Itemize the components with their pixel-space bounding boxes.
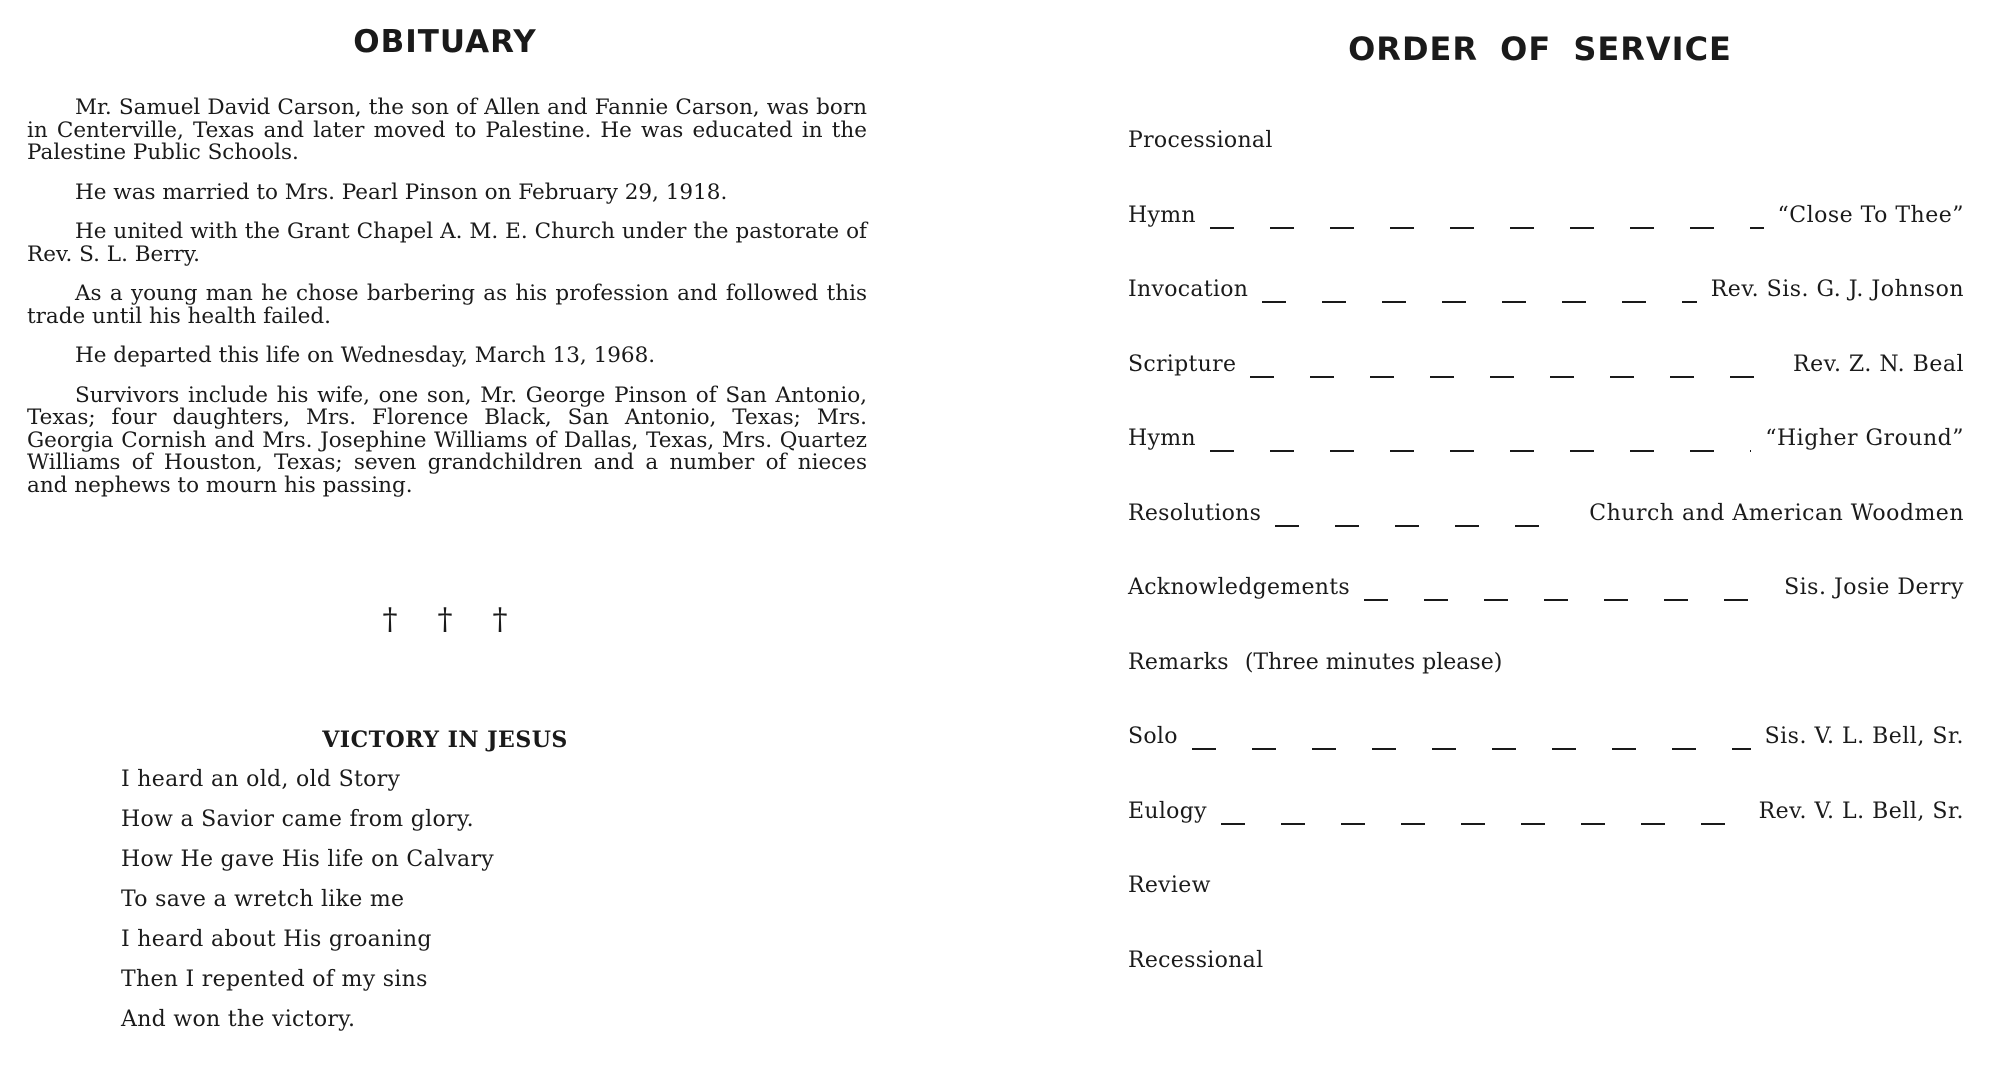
obituary-paragraph: He united with the Grant Chapel A. M. E. Church under the pastorate of Rev. S. L. Berry.: [27, 219, 867, 267]
cross-icon: †: [437, 602, 453, 637]
service-item-value: “Close To Thee”: [1777, 202, 1964, 228]
dash-leader: [1210, 426, 1751, 452]
service-item-label: Review: [1128, 873, 1211, 898]
hymn-line: And won the victory.: [121, 1007, 356, 1032]
hymn-line: Then I repented of my sins: [121, 967, 428, 992]
service-item-label: Resolutions: [1128, 500, 1262, 526]
service-item-label: Scripture: [1128, 351, 1237, 377]
obituary-paragraph: As a young man he chose barbering as his profession and followed this trade until his health failed.: [27, 281, 867, 329]
service-item-value: Church and American Woodmen: [1589, 500, 1964, 526]
hymn-title: VICTORY IN JESUS: [322, 727, 568, 753]
service-item-value: Sis. V. L. Bell, Sr.: [1764, 724, 1964, 749]
obituary-paragraph: Survivors include his wife, one son, Mr. George Pinson of San Antonio, Texas; four daughters, Mrs. Florence Black, San Antonio, Texas; Mrs. Georgia Cornish and Mrs. Josephine Williams of Dallas, Texas, Mrs. Quartez Williams of Houston, Texas; seven grandchildren and a number of nieces and nephews to mourn his passing.: [27, 382, 867, 498]
order-of-service-title: ORDER OF SERVICE: [1348, 30, 1732, 68]
service-item-label: Solo: [1128, 724, 1178, 749]
service-item-label: Eulogy: [1128, 798, 1207, 824]
service-item-review: [1128, 873, 1964, 948]
service-item-label: Invocation: [1128, 277, 1249, 302]
service-item-label: Recessional: [1128, 947, 1264, 973]
service-item-value: Sis. Josie Derry: [1784, 575, 1964, 600]
service-item-eulogy: [1128, 799, 1964, 874]
hymn-line: I heard an old, old Story: [121, 767, 401, 792]
service-item-value: Rev. V. L. Bell, Sr.: [1758, 798, 1964, 824]
service-item-label: Acknowledgements: [1128, 575, 1351, 600]
obituary-paragraph: Mr. Samuel David Carson, the son of Allen and Fannie Carson, was born in Centerville, Texas and later moved to Palestine. He was educated in the Palestine Public Schools.: [27, 95, 867, 165]
hymn-lyrics: [121, 760, 721, 1040]
service-item-invocation: [1128, 277, 1964, 352]
dash-leader: [1364, 575, 1770, 601]
cross-icon: †: [382, 602, 398, 637]
service-program-list: [1128, 128, 1964, 1022]
service-item-label: Processional: [1128, 128, 1273, 153]
service-item-note: (Three minutes please): [1244, 649, 1503, 675]
obituary-paragraph: He departed this life on Wednesday, March 13, 1968.: [75, 343, 656, 368]
service-item-processional: [1128, 128, 1964, 203]
service-item-acknowledgements: [1128, 575, 1964, 650]
dash-leader: [1275, 501, 1575, 527]
obituary-text: [27, 97, 867, 514]
service-item-label: Hymn: [1128, 202, 1196, 228]
service-item-value: “Higher Ground”: [1765, 426, 1964, 451]
cross-ornaments: [370, 602, 520, 637]
cross-icon: †: [492, 602, 508, 637]
order-of-service-page: [1100, 0, 1990, 1068]
dash-leader: [1262, 277, 1696, 303]
obituary-page: [0, 0, 900, 1068]
hymn-line: How He gave His life on Calvary: [121, 847, 495, 872]
dash-leader: [1250, 352, 1779, 378]
service-item-resolutions: [1128, 501, 1964, 576]
service-item-value: Rev. Z. N. Beal: [1793, 351, 1964, 377]
hymn-line: How a Savior came from glory.: [121, 807, 474, 832]
service-item-recessional: [1128, 948, 1964, 1023]
service-item-value: Rev. Sis. G. J. Johnson: [1710, 277, 1964, 302]
dash-leader: [1210, 203, 1764, 229]
service-item-label: Hymn: [1128, 426, 1196, 451]
obituary-paragraph: He was married to Mrs. Pearl Pinson on February 29, 1918.: [75, 179, 728, 205]
service-item-hymn-2: [1128, 426, 1964, 501]
dash-leader: [1192, 724, 1751, 750]
service-item-scripture: [1128, 352, 1964, 427]
service-item-remarks: [1128, 650, 1964, 725]
service-item-solo: [1128, 724, 1964, 799]
dash-leader: [1221, 799, 1745, 825]
service-item-hymn-1: [1128, 203, 1964, 278]
hymn-line: I heard about His groaning: [121, 927, 432, 952]
service-item-label: Remarks: [1128, 649, 1229, 675]
obituary-title: OBITUARY: [353, 24, 537, 60]
hymn-line: To save a wretch like me: [121, 887, 405, 912]
